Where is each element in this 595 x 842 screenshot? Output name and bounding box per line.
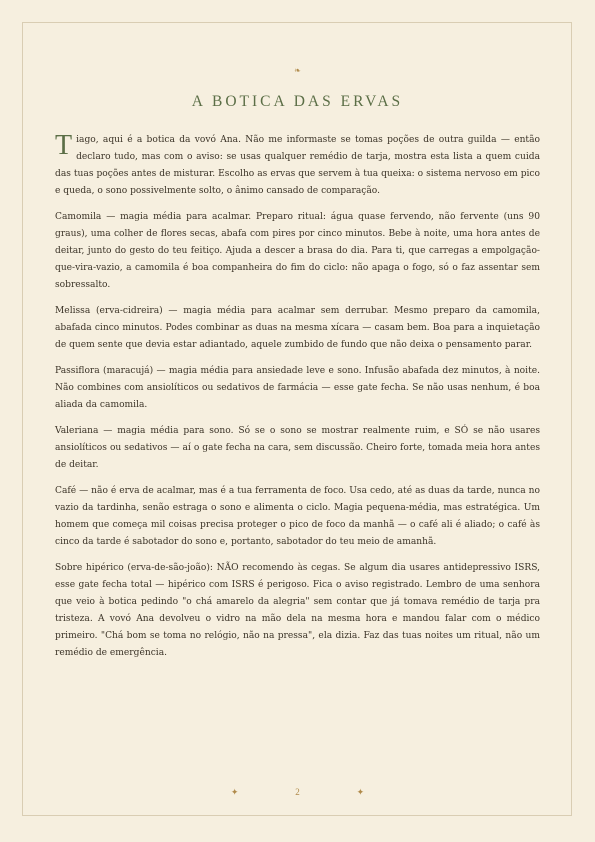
intro-text: iago, aqui é a botica da vovó Ana. Não me informaste se tomas poções de outra guilda — então declaro tudo, mas com o aviso: se usas qualquer remédio de tarja, mostra esta lista a quem cuida das tuas poções antes de misturar. Escolho as ervas que servem à tua queixa: o sistema nervoso em pico e queda, o sono possivelmente solto, o ânimo cansado de comparação. xyxy=(55,135,540,196)
document-body xyxy=(55,132,540,671)
drop-cap: T xyxy=(55,130,73,161)
paragraph-hiperico: Sobre hipérico (erva-de-são-joão): NÃO recomendo às cegas. Se algum dia usares antidepressivo ISRS, esse gate fecha total — hipérico com ISRS é perigoso. Fica o aviso registrado. Lembro de uma senhora que veio à botica pedindo "o chá amarelo da alegria" sem contar que já tomava remédio de tarja pra tristeza. A vovó Ana devolveu o vidro na mão dela na mesma hora e mandou falar com o médico primeiro. "Chá bom se toma no relógio, não na pressa", ela dizia. Faz das tuas noites um ritual, não um remédio de emergência. xyxy=(55,563,540,658)
intro-paragraph xyxy=(55,132,540,200)
page-title: A BOTICA DAS ERVAS xyxy=(191,93,404,110)
page-number: 2 xyxy=(295,787,300,797)
star-ornament-icon: ✦ xyxy=(356,788,365,798)
paragraph-valeriana: Valeriana — magia média para sono. Só se o sono se mostrar realmente ruim, e SÓ se não usares ansiolíticos ou sedativos — aí o gate fecha na cara, sem discussão. Cheiro forte, tomada meia hora antes de deitar. xyxy=(55,426,540,470)
star-ornament-icon: ✦ xyxy=(230,788,239,798)
paragraph-camomila: Camomila — magia média para acalmar. Preparo ritual: água quase fervendo, não fervente (uns 90 graus), uma colher de flores secas, abafa com pires por cinco minutos. Bebe à noite, uma hora antes de deitar, junto do gesto do teu feitiço. Ajuda a descer a brasa do dia. Para ti, que carregas a empolgação-que-vira-vazio, a camomila é boa companheira do fim do ciclo: não apaga o fogo, só o faz assentar sem sobressalto. xyxy=(55,212,540,290)
paragraph-melissa: Melissa (erva-cidreira) — magia média para acalmar sem derrubar. Mesmo preparo da camomila, abafada cinco minutos. Podes combinar as duas na mesma xícara — casam bem. Boa para a inquietação de quem sente que devia estar adiantado, aquele zumbido de fundo que não deixa o pensamento parar. xyxy=(55,306,540,350)
page-footer xyxy=(0,786,595,799)
fleuron-ornament-icon: ❧ xyxy=(294,66,301,75)
paragraph-passiflora: Passiflora (maracujá) — magia média para ansiedade leve e sono. Infusão abafada dez minutos, à noite. Não combines com ansiolíticos ou sedativos de farmácia — esse gate fecha. Se não usas nenhum, é boa aliada da camomila. xyxy=(55,366,540,410)
paragraph-cafe: Café — não é erva de acalmar, mas é a tua ferramenta de foco. Usa cedo, até as duas da tarde, nunca no vazio da tardinha, senão estraga o sono e alimenta o ciclo. Magia pequena-média, mas estratégica. Um homem que começa mil coisas precisa proteger o pico de foco da manhã — o café ali é aliado; o café às cinco da tarde é sabotador do sono e, portanto, sabotador do teu meio de amanhã. xyxy=(55,486,540,547)
